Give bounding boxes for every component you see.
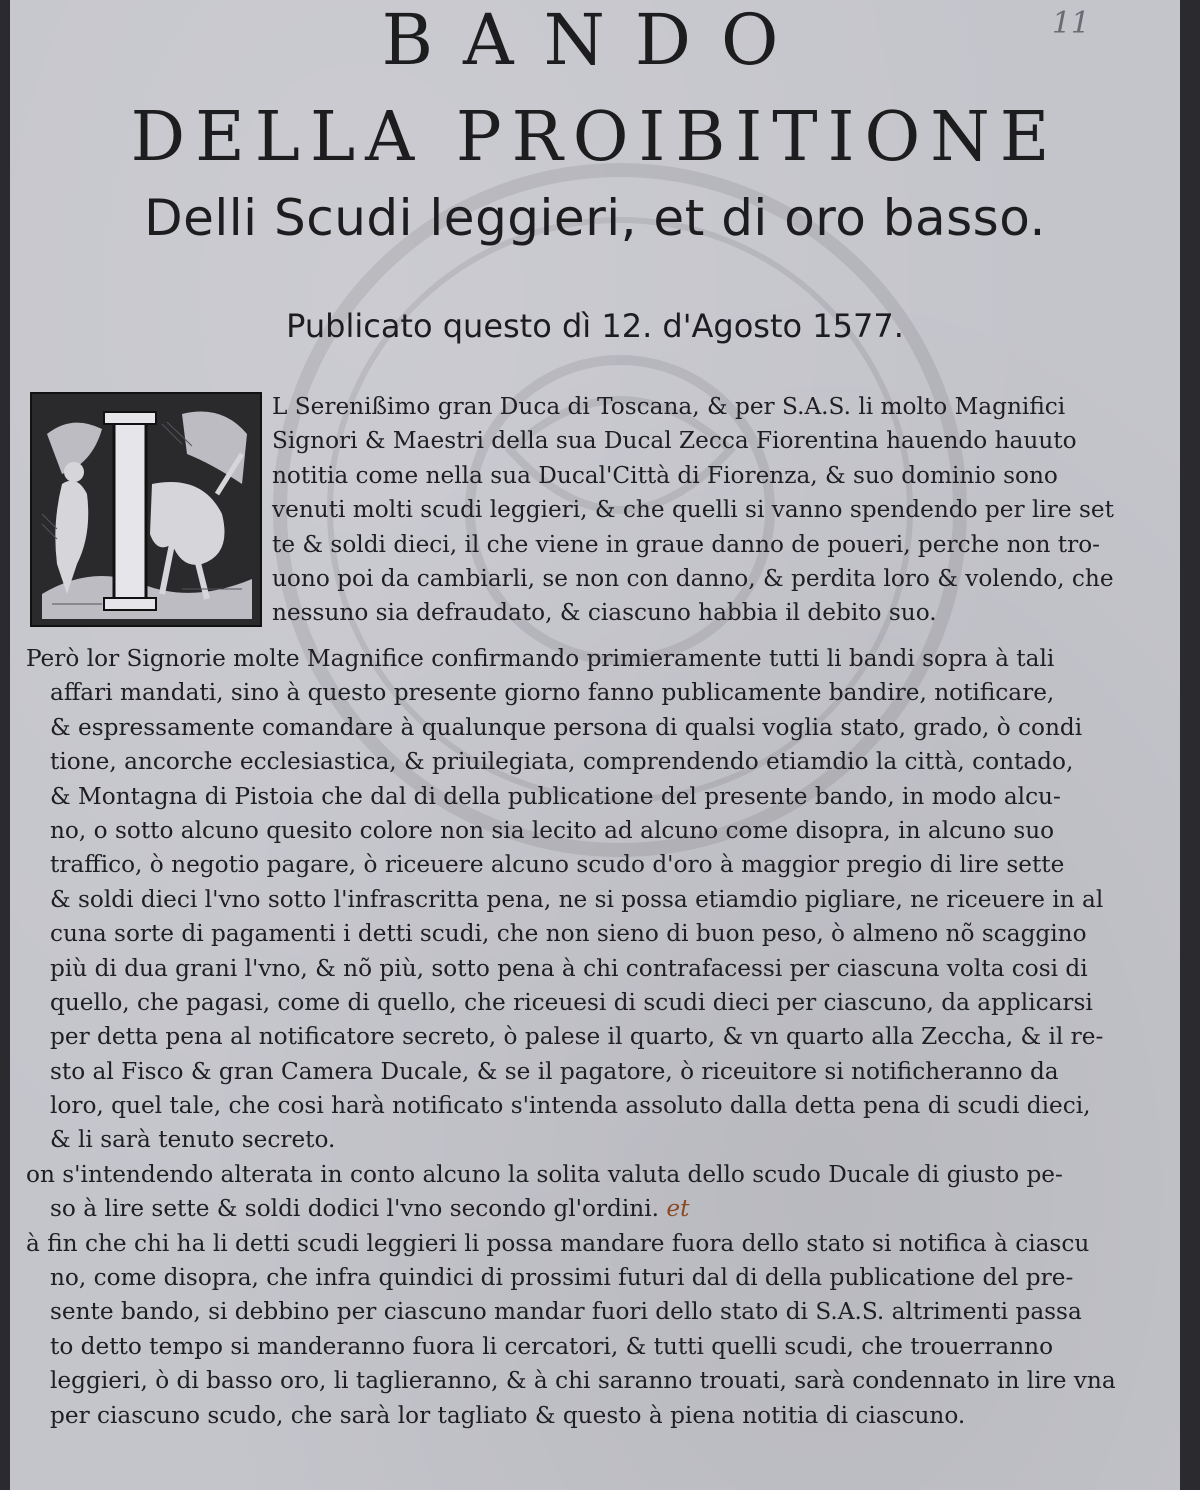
main-line: on s'intendendo alterata in conto alcuno la solita valuta dello scudo Ducale di giusto pe- [26,1160,1063,1188]
intro-paragraph [272,390,1114,631]
archive-folio-number: 11 [1051,6,1090,41]
intro-line: te & soldi dieci, il che viene in graue danno de poueri, perche non tro- [272,530,1100,558]
intro-line: notitia come nella sua Ducal'Città di Fiorenza, & suo dominio sono [272,461,1058,489]
main-line: Però lor Signorie molte Magnifice confirmando primieramente tutti li bandi sopra à tali [26,645,1055,672]
main-line: tione, ancorche ecclesiastica, & priuilegiata, comprendendo etiamdio la città, contado, [50,748,1074,776]
intro-line: uono poi da cambiarli, se non con danno, & perdita loro & volendo, che [272,564,1114,592]
main-line: no, o sotto alcuno quesito colore non sia lecito ad alcuno come disopra, in alcuno suo [50,816,1055,844]
intro-line: nessuno sia defraudato, & ciascuno habbia il debito suo. [272,599,937,627]
document-page [10,0,1180,1490]
main-line: quello, che pagasi, come di quello, che riceuesi di scudi dieci per ciascuno, da applicarsi [50,988,1093,1016]
main-line: & espressamente comandare à qualunque persona di qualsi voglia stato, grado, ò condi [50,713,1083,741]
title-bando: BANDO [381,0,809,81]
main-line: & soldi dieci l'vno sotto l'infrascritta pena, ne si possa etiamdio pigliare, ne riceuere in al [50,885,1104,913]
main-line-text: so à lire sette & soldi dodici l'vno secondo gl'ordini. [50,1195,660,1223]
main-line: per detta pena al notificatore secreto, ò palese il quarto, & vn quarto alla Zeccha, & il re- [50,1023,1104,1051]
intro-line: L Serenißimo gran Duca di Toscana, & per S.A.S. li molto Magnifici [272,393,1066,420]
main-line: più di dua grani l'vno, & nõ più, sotto pena à chi contrafacessi per ciascuna volta cosi di [50,954,1088,982]
title-proibitione: DELLA PROIBITIONE [130,98,1060,177]
handwritten-ink-note: et [666,1195,690,1223]
main-line: leggieri, ò di basso oro, li taglieranno, & à chi saranno trouati, sarà condennato in lire vna [50,1367,1116,1395]
main-line: cuna sorte di pagamenti i detti scudi, che non sieno di buon peso, ò almeno nõ scaggino [50,920,1087,948]
main-line: sente bando, si debbino per ciascuno mandar fuori dello stato di S.A.S. altrimenti passa [50,1298,1082,1326]
main-line: no, come disopra, che infra quindici di prossimi futuri dal di della publicatione del pre- [50,1264,1074,1292]
main-line [26,1192,1116,1226]
main-line: loro, quel tale, che cosi harà notificato s'intenda assoluto dalla detta pena di scudi dieci, [50,1092,1091,1120]
main-line: sto al Fisco & gran Camera Ducale, & se il pagatore, ò riceuitore si notificheranno da [50,1057,1059,1085]
intro-line: Signori & Maestri della sua Ducal Zecca Fiorentina hauendo hauuto [272,427,1077,455]
main-line: affari mandati, sino à questo presente giorno fanno publicamente bandire, notificare, [50,679,1055,707]
ornate-initial-I-icon [30,392,262,627]
main-line: & li sarà tenuto secreto. [50,1126,336,1154]
main-line: per ciascuno scudo, che sarà lor tagliato & questo à piena notitia di ciascuno. [50,1401,966,1429]
intro-line: venuti molti scudi leggieri, & che quelli si vanno spendendo per lire set [272,496,1114,524]
main-line: à fin che chi ha li detti scudi leggieri li possa mandare fuora dello stato si notifica à ciascu [26,1229,1090,1257]
main-paragraph [26,642,1116,1433]
subtitle-scudi: Delli Scudi leggieri, et di oro basso. [144,189,1046,247]
main-line: to detto tempo si manderanno fuora li cercatori, & tutti quelli scudi, che trouerranno [50,1332,1054,1360]
main-line: traffico, ò negotio pagare, ò riceuere alcuno scudo d'oro à maggior pregio di lire sette [50,851,1065,879]
main-line: & Montagna di Pistoia che dal di della publicatione del presente bando, in modo alcu- [50,782,1061,810]
publication-date-line: Publicato questo dì 12. d'Agosto 1577. [286,307,904,345]
